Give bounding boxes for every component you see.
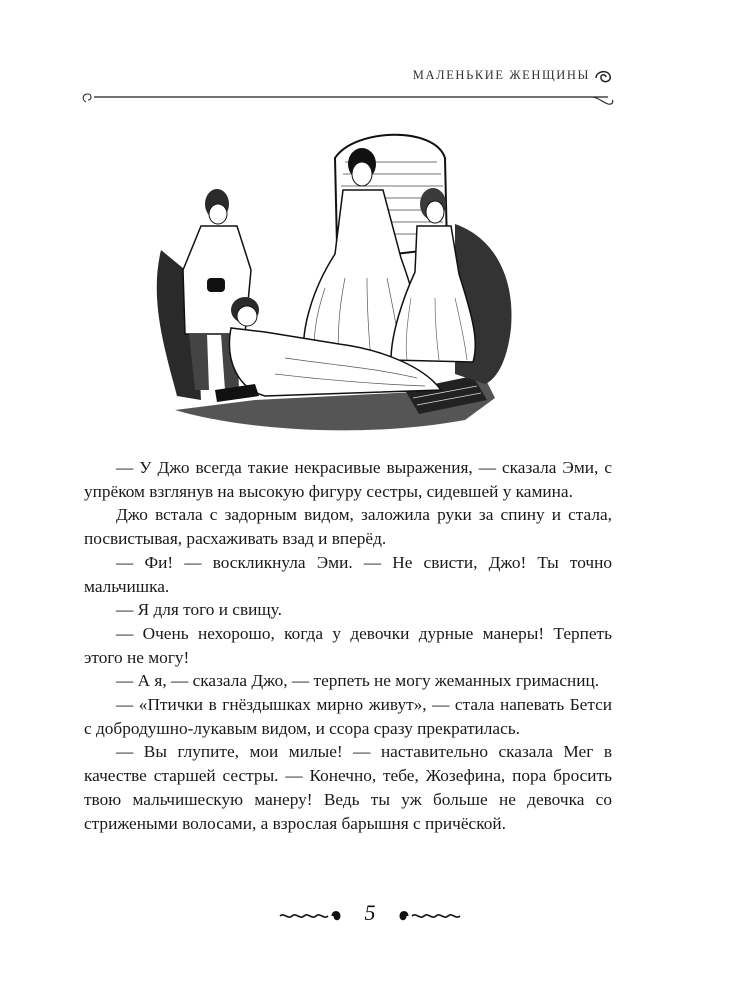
page-number-footer [270, 898, 470, 928]
page-number: 5 [364, 900, 376, 925]
illustration-sisters [155, 128, 530, 446]
paragraph-2: Джо встала с задорным видом, заложила руки за спину и стала, посвистывая, расхаживать взад и вперёд. [84, 505, 612, 549]
paragraph-7: — «Птички в гнёздышках мирно живут», — стала напевать Бетси с добродушно-лукавым видом, и ссора сразу прекратилась. [84, 695, 612, 738]
paragraph-4: — Я для того и свищу. [116, 600, 282, 620]
right-ornament-icon [396, 898, 462, 928]
body-text [84, 456, 612, 835]
paragraph-3: — Фи! — воскликнула Эми. — Не свисти, Джо! Ты точно мальчишка. [84, 552, 612, 596]
paragraph-8: — Вы глупите, мои милые! — наставительно сказала Мег в качестве старшей сестры. — Конечно, тебе, Жозефина, пора бросить твою мальчишескую манеру! Ведь ты уж больше не девочка со стрижеными волосами, а взрослая барышня с причёской. [84, 742, 612, 833]
paragraph-5: — Очень нехорошо, когда у девочки дурные манеры! Терпеть этого не могу! [84, 623, 612, 667]
running-head: МАЛЕНЬКИЕ ЖЕНЩИНЫ [412, 68, 590, 82]
paragraph-6: — А я, — сказала Джо, — терпеть не могу жеманных гримасниц. [116, 671, 600, 691]
paragraph-1: — У Джо всегда такие некрасивые выражения, — сказала Эми, с упрёком взглянув на высокую фигуру сестры, сидевшей у камина. [84, 458, 612, 501]
spiral-ornament-icon [592, 66, 616, 88]
header-rule [80, 88, 620, 110]
